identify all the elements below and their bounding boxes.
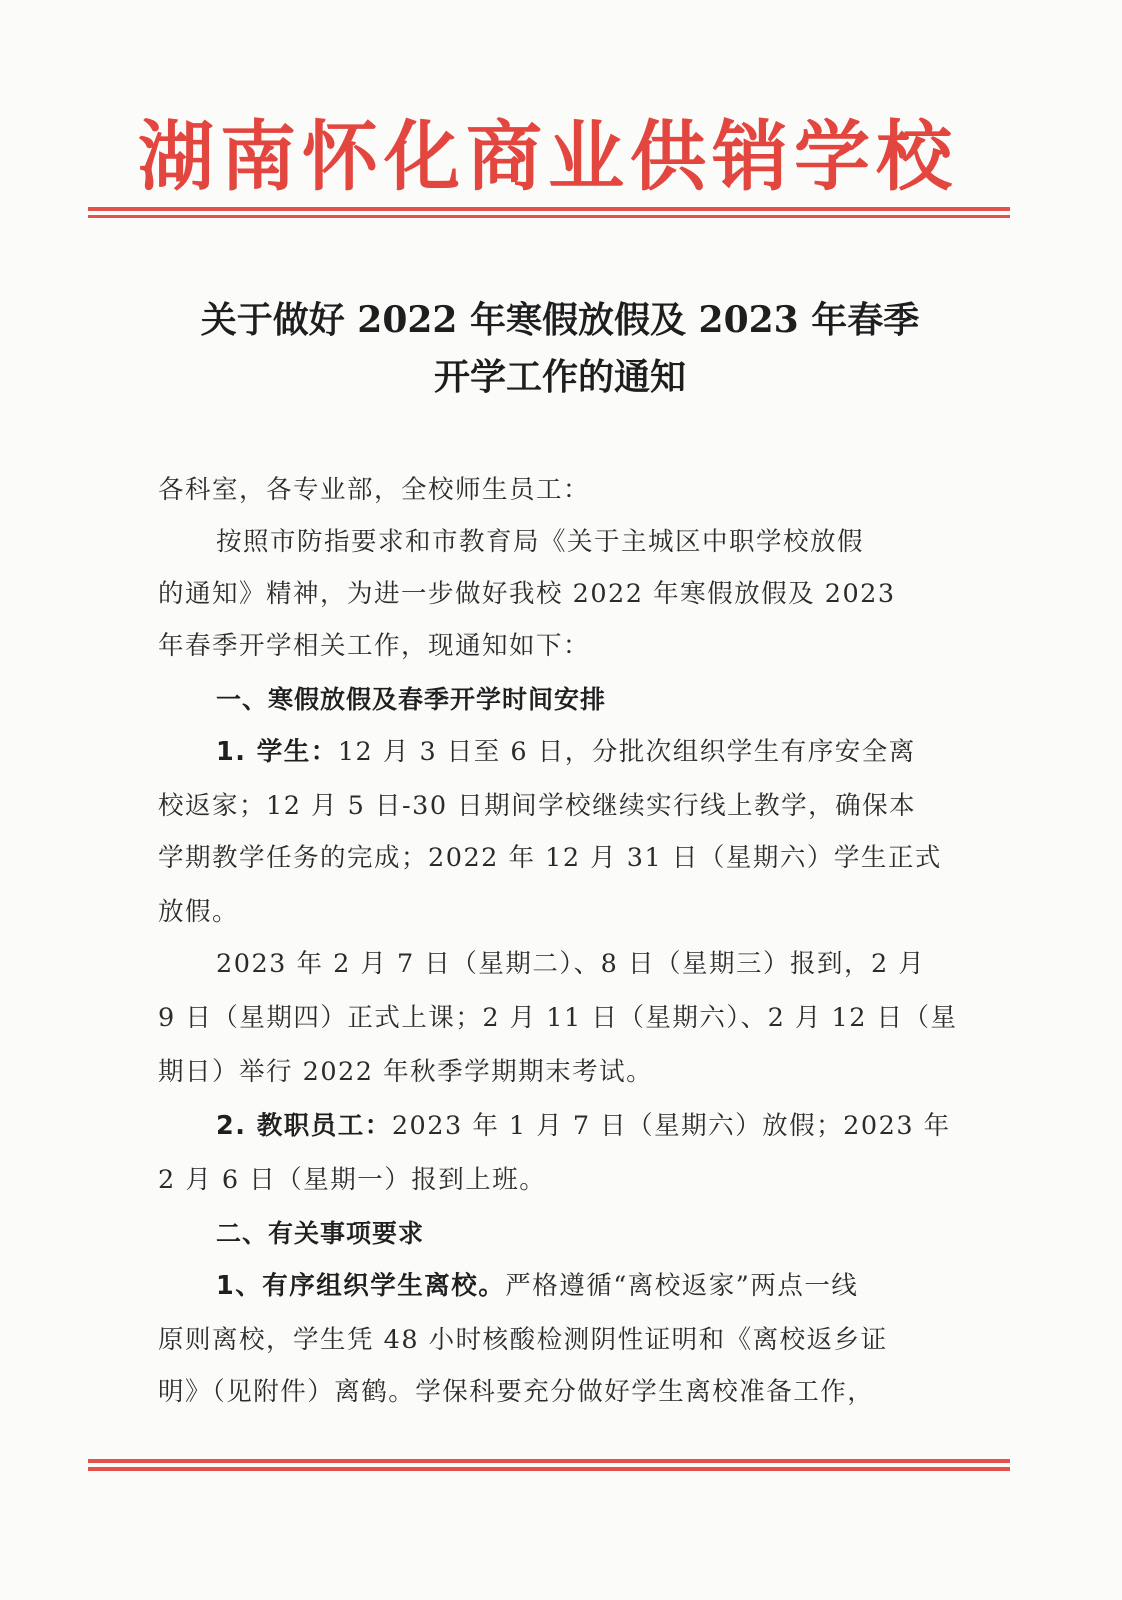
header-red-rule-bottom [88,215,1010,218]
section-1-item-2-line-1 [216,1106,951,1146]
section-1-item-1-line-2: 校返家；12 月 5 日-30 日期间学校继续实行线上教学，确保本 [158,791,917,821]
section-2-item-1-line-2: 原则离校，学生凭 48 小时核酸检测阴性证明和《离校返乡证 [158,1325,888,1355]
footer-red-rule-top [88,1459,1010,1463]
students-text-1: 12 月 3 日至 6 日，分批次组织学生有序安全离 [337,737,916,767]
orderly-departure-text-1: 严格遵循“离校返家”两点一线 [505,1271,859,1301]
section-2-item-1-line-3: 明》（见附件）离鹤。学保科要充分做好学生离校准备工作， [158,1377,875,1407]
intro-line-2: 的通知》精神，为进一步做好我校 2022 年寒假放假及 2023 [158,579,896,609]
section-1-item-1-line-1 [216,732,916,772]
staff-text-1: 2023 年 1 月 7 日（星期六）放假；2023 年 [391,1111,951,1141]
section-1-item-1-line-3: 学期教学任务的完成；2022 年 12 月 31 日（星期六）学生正式 [158,843,942,873]
header-red-rule-top [88,207,1010,211]
section-2-heading: 二、有关事项要求 [216,1219,425,1248]
staff-label: 2. 教职员工： [216,1111,392,1141]
salutation: 各科室，各专业部，全校师生员工： [158,475,591,505]
intro-line-3: 年春季开学相关工作，现通知如下： [158,631,591,661]
document-title-line-2: 开学工作的通知 [433,356,686,398]
intro-line-1: 按照市防指要求和市教育局《关于主城区中职学校放假 [216,527,865,557]
section-1-item-2-line-2: 2 月 6 日（星期一）报到上班。 [158,1165,547,1195]
organization-masthead: 湖南怀化商业供销学校 [138,112,958,201]
section-1-heading: 一、寒假放假及春季开学时间安排 [216,685,607,714]
document-title-line-1: 关于做好 2022 年寒假放假及 2023 年春季 [200,299,920,341]
section-2-item-1-line-1 [216,1266,858,1306]
orderly-departure-label: 1、有序组织学生离校。 [216,1271,506,1301]
section-1-item-1-para-2-line-2: 9 日（星期四）正式上课；2 月 11 日（星期六）、2 月 12 日（星 [158,1003,958,1033]
section-1-item-1-para-2-line-3: 期日）举行 2022 年秋季学期期末考试。 [158,1057,654,1087]
section-1-item-1-line-4: 放假。 [158,897,240,927]
students-label: 1. 学生： [216,737,338,767]
section-1-item-1-para-2-line-1: 2023 年 2 月 7 日（星期二）、8 日（星期三）报到，2 月 [216,949,926,979]
footer-red-rule-bottom [88,1467,1010,1471]
